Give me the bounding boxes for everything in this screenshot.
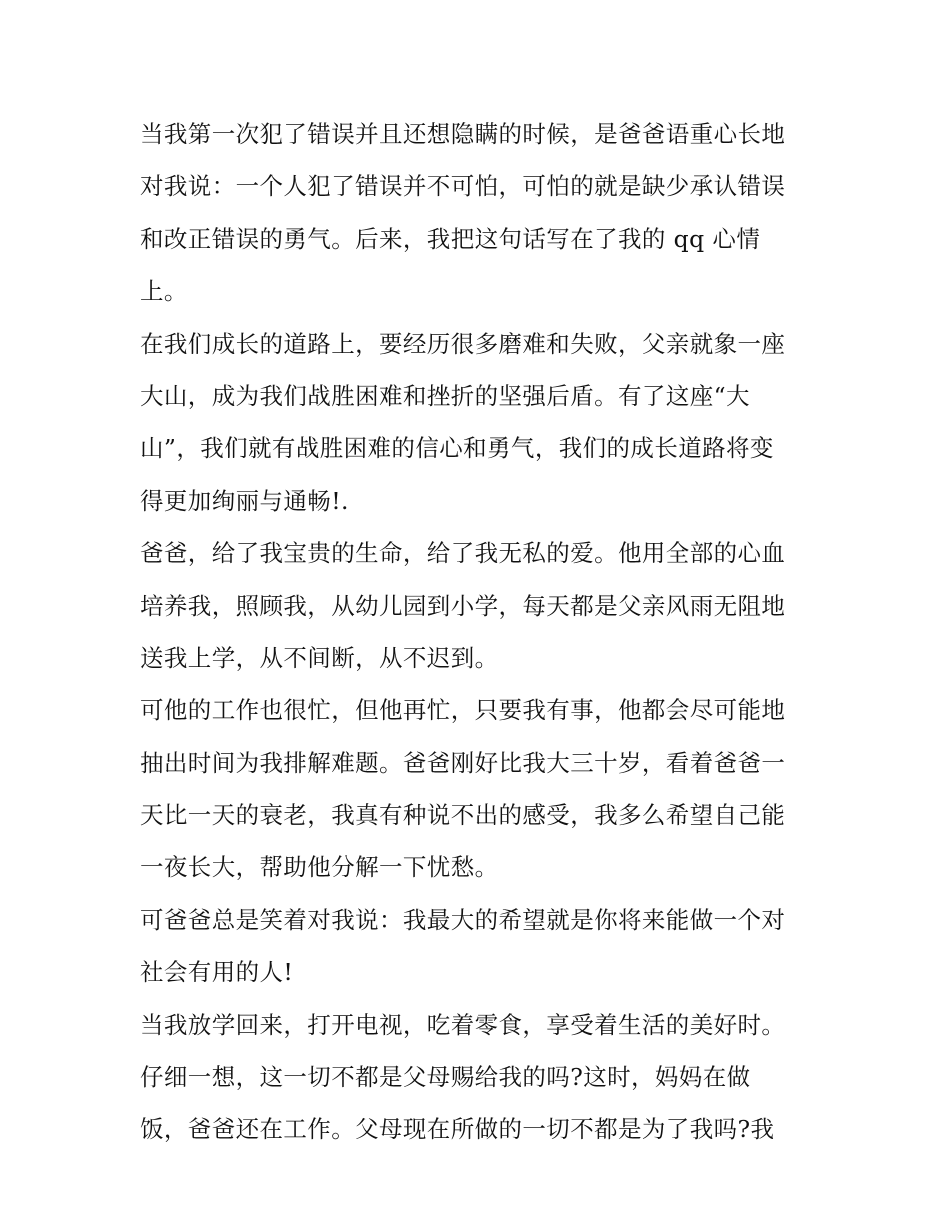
text-line: 和改正错误的勇气。后来，我把这句话写在了我的 qq 心情 — [140, 224, 761, 253]
text-line: 社会有用的人! — [140, 958, 294, 987]
text-line: 对我说：一个人犯了错误并不可怕，可怕的就是缺少承认错误 — [140, 172, 786, 201]
text-line: 一夜长大，帮助他分解一下忧愁。 — [140, 853, 499, 882]
text-line: 大山，成为我们战胜困难和挫折的坚强后盾。有了这座“大 — [140, 381, 750, 410]
text-line: 得更加绚丽与通畅!. — [140, 486, 349, 515]
document-body — [140, 108, 830, 1156]
text-line: 山”，我们就有战胜困难的信心和勇气，我们的成长道路将变 — [140, 434, 774, 463]
text-line: 天比一天的衰老，我真有种说不出的感受，我多么希望自己能 — [140, 801, 786, 830]
text-line: 送我上学，从不间断，从不迟到。 — [140, 643, 499, 672]
text-line: 可爸爸总是笑着对我说：我最大的希望就是你将来能做一个对 — [140, 905, 786, 934]
text-line: 饭，爸爸还在工作。父母现在所做的一切不都是为了我吗?我 — [140, 1115, 775, 1144]
text-line: 培养我，照顾我，从幼儿园到小学，每天都是父亲风雨无阻地 — [140, 591, 786, 620]
text-line: 当我第一次犯了错误并且还想隐瞒的时候，是爸爸语重心长地 — [140, 120, 786, 148]
text-line: 在我们成长的道路上，要经历很多磨难和失败，父亲就象一座 — [140, 329, 786, 358]
text-line: 当我放学回来，打开电视，吃着零食，享受着生活的美好时。 — [140, 1010, 786, 1039]
text-line: 仔细一想，这一切不都是父母赐给我的吗?这时，妈妈在做 — [140, 1063, 751, 1092]
text-line: 抽出时间为我排解难题。爸爸刚好比我大三十岁，看着爸爸一 — [140, 748, 786, 777]
text-line: 上。 — [140, 277, 188, 306]
text-line: 爸爸，给了我宝贵的生命，给了我无私的爱。他用全部的心血 — [140, 539, 786, 568]
text-line: 可他的工作也很忙，但他再忙，只要我有事，他都会尽可能地 — [140, 696, 786, 725]
